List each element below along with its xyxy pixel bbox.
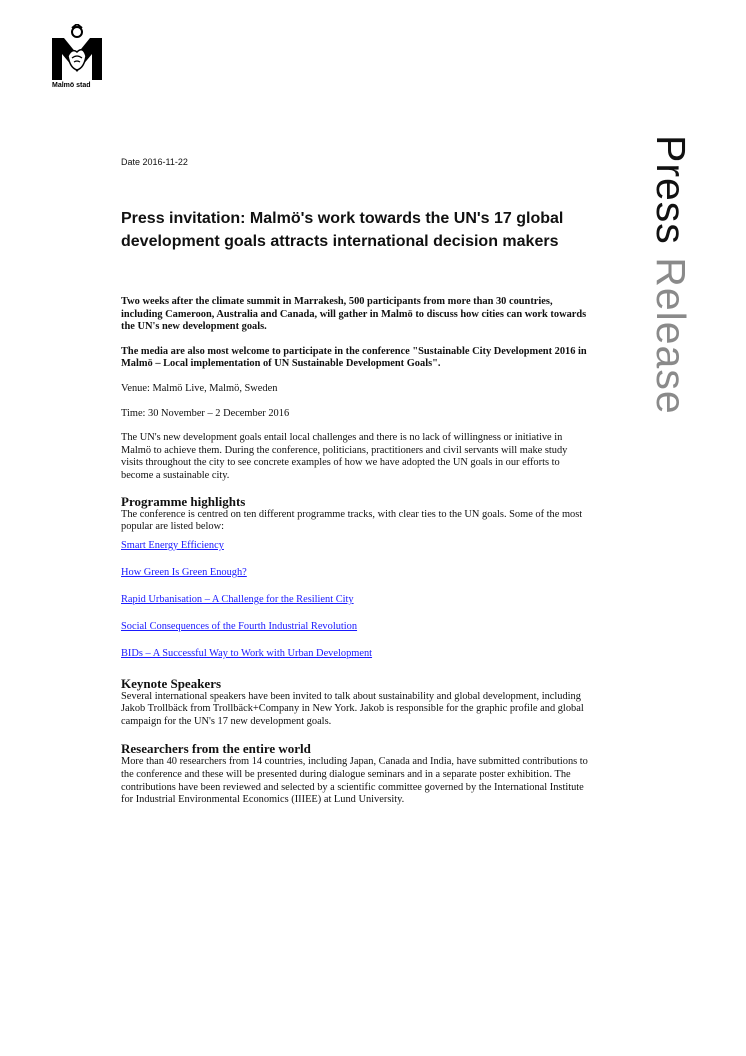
programme-heading: Programme highlights <box>121 493 246 509</box>
document-date: Date 2016-11-22 <box>121 157 188 167</box>
side-label-release: Release <box>648 257 694 415</box>
programme-link[interactable]: Smart Energy Efficiency <box>121 539 224 551</box>
researchers-heading: Researchers from the entire world <box>121 741 311 757</box>
lead-paragraph-2: The media are also most welcome to participate in the conference "Sustainable City Development 2016 in Malmö – Local implementation of UN Sustainable Development Goals". <box>121 345 587 370</box>
lead-paragraph-1: Two weeks after the climate summit in Marrakesh, 500 participants from more than 30 countries, including Cameroon, Australia and Canada, will gather in Malmö to discuss how cities can work towards the UN's new development goals. <box>121 296 587 333</box>
time-text: Time: 30 November – 2 December 2016 <box>121 407 290 419</box>
press-release-label <box>642 135 702 495</box>
page-title: Press invitation: Malmö's work towards the UN's 17 global development goals attracts international decision makers <box>121 210 564 250</box>
logo-text: Malmö stad <box>52 82 91 89</box>
keynote-heading: Keynote Speakers <box>121 675 222 691</box>
venue-text: Venue: Malmö Live, Malmö, Sweden <box>121 382 278 394</box>
side-label-press: Press <box>648 135 694 245</box>
side-label <box>647 135 694 415</box>
document-body <box>121 296 591 819</box>
programme-link[interactable]: How Green Is Green Enough? <box>121 566 247 578</box>
programme-link[interactable]: Social Consequences of the Fourth Industrial Revolution <box>121 621 358 632</box>
programme-link[interactable]: BIDs – A Successful Way to Work with Urban Development <box>121 648 373 660</box>
programme-link[interactable]: Rapid Urbanisation – A Challenge for the Resilient City <box>121 593 354 605</box>
intro-paragraph: The UN's new development goals entail local challenges and there is no lack of willingness or initiative in Malmö to achieve them. During the conference, politicians, practitioners and civil servants will make study visits throughout the city to see concrete examples of how we have adopted the UN goals in our efforts to become a sustainable city. <box>121 432 568 481</box>
programme-text: The conference is centred on ten different programme tracks, with clear ties to the UN goals. Some of the most popular are listed below: <box>121 508 583 533</box>
researchers-text: More than 40 researchers from 14 countries, including Japan, Canada and India, have submitted contributions to the conference and these will be presented during dialogue seminars and in a separate poster exhibition. The contributions have been reviewed and selected by a scientific committee governed by the International Institute for Industrial Environmental Economics (IIIEE) at Lund University. <box>121 756 588 806</box>
keynote-text: Several international speakers have been invited to talk about sustainability and global development, including Jakob Trollbäck from Trollbäck+Company in New York. Jakob is responsible for the graphic profile and global campaign for the UN's 17 new development goals. <box>121 690 584 727</box>
programme-links <box>121 540 591 661</box>
